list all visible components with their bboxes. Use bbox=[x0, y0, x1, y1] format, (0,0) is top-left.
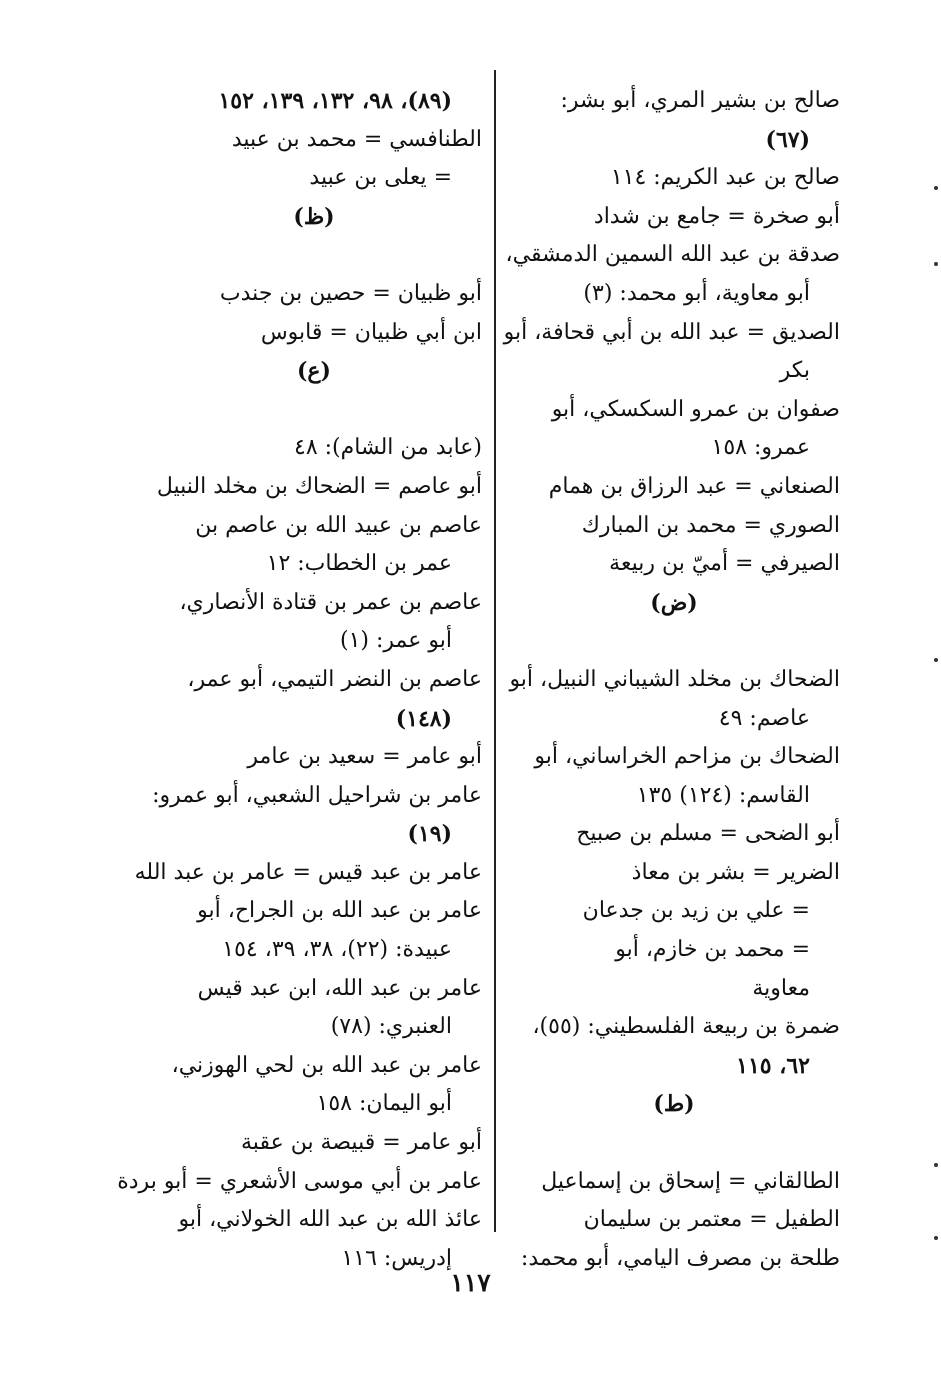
index-entry-line: (٨٩)، ٩٨، ١٣٢، ١٣٩، ١٥٢ bbox=[218, 88, 452, 114]
section-letter-heading: (ض) bbox=[650, 589, 698, 616]
index-column-left bbox=[117, 82, 482, 1278]
index-entry-line: الضحاك بن مخلد الشيباني النبيل، أبو bbox=[509, 666, 840, 692]
index-entry-line: عامر بن عبد الله بن الجراح، أبو bbox=[197, 898, 482, 924]
index-entry-line: أبو عاصم = الضحاك بن مخلد النبيل bbox=[156, 473, 482, 499]
index-entry-line: الضحاك بن مزاحم الخراساني، أبو bbox=[534, 744, 840, 770]
index-entry-line bbox=[146, 236, 482, 275]
index-entry-line: عائذ الله بن عبد الله الخولاني، أبو bbox=[178, 1207, 482, 1233]
index-entry-line: أبو اليمان: ١٥٨ bbox=[316, 1091, 452, 1117]
index-entry-line bbox=[146, 391, 482, 430]
index-entry-line: صفوان بن عمرو السكسكي، أبو bbox=[551, 396, 840, 422]
index-entry-line: = علي بن زيد بن جدعان bbox=[582, 898, 810, 924]
index-entry-line: (عابد من الشام): ٤٨ bbox=[294, 435, 482, 461]
index-entry-line: عاصم بن عبيد الله بن عاصم بن bbox=[195, 512, 482, 538]
index-entry-line: عاصم بن عمر بن قتادة الأنصاري، bbox=[179, 589, 482, 615]
margin-mark bbox=[934, 262, 938, 266]
index-entry-line: (١٩) bbox=[407, 821, 452, 848]
index-entry-line: ضمرة بن ربيعة الفلسطيني: (٥٥)، bbox=[532, 1014, 840, 1040]
margin-mark bbox=[934, 1163, 938, 1167]
index-entry-line: أبو الضحى = مسلم بن صبيح bbox=[576, 821, 840, 847]
index-entry-line: عامر بن عبد قيس = عامر بن عبد الله bbox=[134, 859, 482, 885]
index-entry-line: عمر بن الخطاب: ١٢ bbox=[266, 551, 452, 577]
index-entry-line: (١٤٨) bbox=[395, 705, 452, 732]
index-entry-line: معاوية bbox=[752, 975, 810, 1001]
index-entry-line: الطفيل = معتمر بن سليمان bbox=[583, 1207, 840, 1233]
index-entry-line: عامر بن عبد الله، ابن عبد قيس bbox=[197, 975, 482, 1001]
index-entry-line: أبو معاوية، أبو محمد: (٣) bbox=[583, 280, 810, 306]
index-entry-line: عبيدة: (٢٢)، ٣٨، ٣٩، ١٥٤ bbox=[222, 937, 452, 963]
section-letter-heading: (ع) bbox=[297, 358, 331, 385]
index-entry-line: صالح بن بشير المري، أبو بشر: bbox=[560, 88, 840, 113]
index-entry-line: عامر بن شراحيل الشعبي، أبو عمرو: bbox=[152, 782, 482, 808]
column-divider bbox=[494, 70, 496, 1232]
margin-mark bbox=[934, 186, 938, 190]
index-entry-line: صالح بن عبد الكريم: ١١٤ bbox=[610, 165, 840, 191]
index-entry-line: الصيرفي = أميّ بن ربيعة bbox=[609, 551, 840, 577]
index-entry-line: أبو صخرة = جامع بن شداد bbox=[593, 203, 840, 229]
index-column-right bbox=[503, 82, 840, 1278]
index-entry-line: = يعلى بن عبيد bbox=[309, 165, 452, 191]
index-entry-line: أبو عامر = سعيد بن عامر bbox=[247, 744, 482, 770]
index-entry-line: عامر بن أبي موسى الأشعري = أبو بردة bbox=[117, 1168, 482, 1194]
index-entry-line: عمرو: ١٥٨ bbox=[711, 435, 810, 461]
index-entry-line: أبو عمر: (١) bbox=[340, 628, 452, 654]
index-entry-line: = محمد بن خازم، أبو bbox=[615, 937, 810, 963]
index-entry-line: عاصم بن النضر التيمي، أبو عمر، bbox=[187, 666, 482, 692]
index-entry-line: عاصم: ٤٩ bbox=[718, 705, 810, 731]
index-entry-line: ٦٢، ١١٥ bbox=[736, 1052, 810, 1079]
page-number: ١١٧ bbox=[450, 1268, 491, 1297]
index-entry-line: الطالقاني = إسحاق بن إسماعيل bbox=[541, 1168, 840, 1194]
index-entry-line: الصوري = محمد بن المبارك bbox=[581, 512, 840, 538]
index-entry-line: الصنعاني = عبد الرزاق بن همام bbox=[548, 473, 840, 499]
index-entry-line: الصديق = عبد الله بن أبي قحافة، أبو bbox=[503, 319, 840, 345]
index-entry-line bbox=[508, 622, 840, 661]
index-entry-line: الضرير = بشر بن معاذ bbox=[631, 859, 840, 885]
index-entry-line: عامر بن عبد الله بن لحي الهوزني، bbox=[171, 1052, 482, 1078]
index-entry-line bbox=[508, 1124, 840, 1163]
index-entry-line: بكر bbox=[779, 358, 810, 384]
index-entry-line: صدقة بن عبد الله السمين الدمشقي، bbox=[505, 242, 840, 268]
index-entry-line: الطنافسي = محمد بن عبيد bbox=[231, 126, 482, 152]
index-entry-line: إدريس: ١١٦ bbox=[341, 1245, 452, 1271]
index-entry-line: القاسم: (١٢٤) ١٣٥ bbox=[636, 782, 810, 808]
margin-mark bbox=[934, 1236, 938, 1240]
section-letter-heading: (ظ) bbox=[293, 203, 335, 230]
index-entry-line: أبو عامر = قبيصة بن عقبة bbox=[241, 1130, 482, 1156]
index-entry-line: العنبري: (٧٨) bbox=[330, 1014, 452, 1040]
index-entry-line: طلحة بن مصرف اليامي، أبو محمد: bbox=[520, 1245, 840, 1271]
index-entry-line: أبو ظبيان = حصين بن جندب bbox=[219, 280, 482, 306]
index-entry-line: ابن أبي ظبيان = قابوس bbox=[260, 319, 482, 345]
section-letter-heading: (ط) bbox=[653, 1091, 695, 1118]
index-entry-line: (٦٧) bbox=[765, 126, 810, 153]
margin-mark bbox=[934, 658, 938, 662]
